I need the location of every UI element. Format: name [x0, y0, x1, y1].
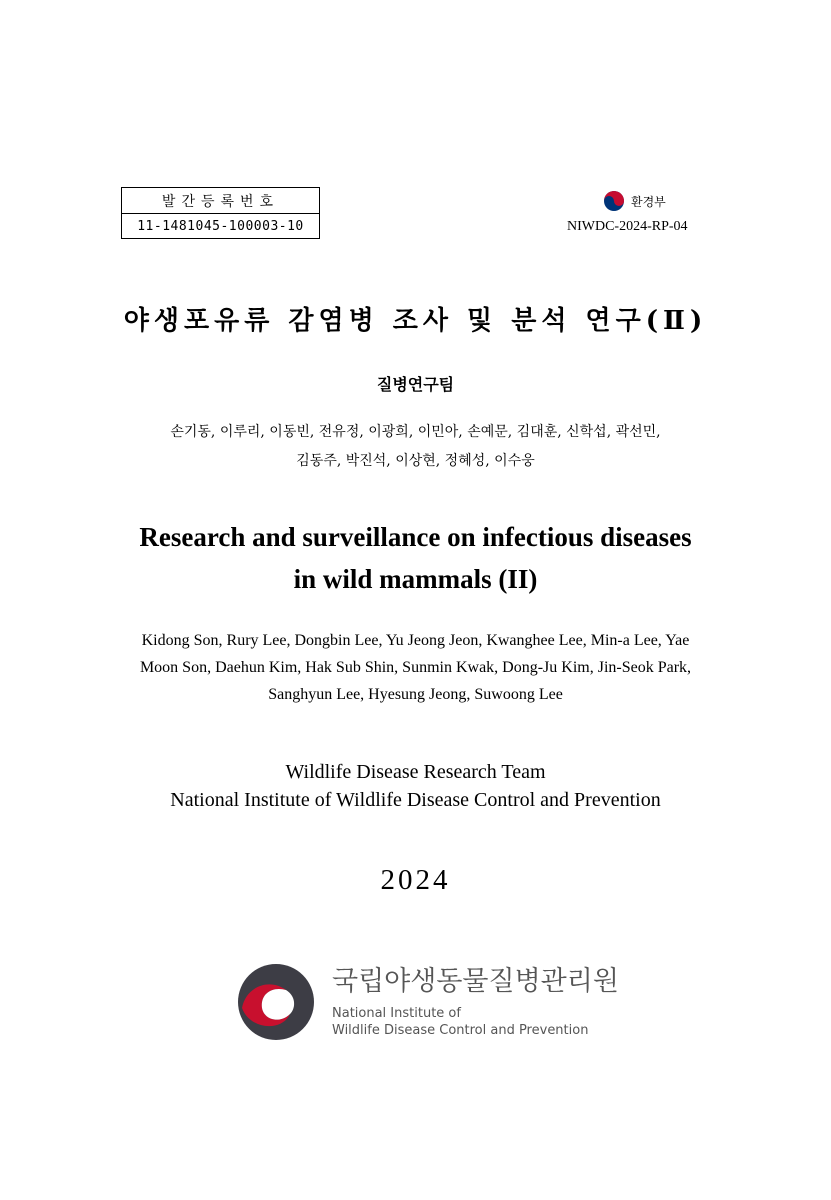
title-english [0, 516, 831, 600]
registration-box [121, 187, 320, 239]
publication-year: 2024 [380, 864, 451, 896]
ministry-name: 환경부 [631, 194, 666, 209]
report-number: NIWDC-2024-RP-04 [567, 219, 688, 234]
title-english-line: in wild mammals (II) [293, 564, 538, 594]
authors-english-line: Sanghyun Lee, Hyesung Jeong, Suwoong Lee [268, 686, 563, 703]
authors-korean-line: 김동주, 박진석, 이상현, 정혜성, 이수웅 [296, 453, 535, 469]
title-korean: 야생포유류 감염병 조사 및 분석 연구(Ⅱ) [123, 306, 708, 336]
institute-logo [236, 962, 619, 1042]
taegeuk-emblem-icon [603, 190, 625, 212]
ministry-mark [603, 190, 666, 212]
institution-english [0, 758, 831, 814]
authors-english [110, 627, 721, 708]
title-english-line: Research and surveillance on infectious diseases [139, 522, 692, 552]
team-english: Wildlife Disease Research Team [285, 761, 546, 783]
institute-name-english-line2: Wildlife Disease Control and Prevention [332, 1023, 589, 1038]
authors-english-line: Moon Son, Daehun Kim, Hak Sub Shin, Sunmin Kwak, Dong-Ju Kim, Jin-Seok Park, [139, 659, 692, 676]
authors-english-line: Kidong Son, Rury Lee, Dongbin Lee, Yu Jeong Jeon, Kwanghee Lee, Min-a Lee, Yae [141, 632, 690, 649]
institute-name-korean: 국립야생동물질병관리원 [332, 966, 619, 997]
institute-name-english-line1: National Institute of [332, 1006, 461, 1021]
team-korean: 질병연구팀 [376, 375, 455, 394]
authors-korean [80, 418, 751, 476]
registration-number: 11-1481045-100003-10 [137, 218, 304, 234]
authors-korean-line: 손기동, 이루리, 이동빈, 전유정, 이광희, 이민아, 손예문, 김대훈, 신학섭, 곽선민, [170, 424, 661, 440]
institute-emblem-icon [236, 962, 316, 1042]
institution-name-english: National Institute of Wildlife Disease Control and Prevention [170, 789, 661, 811]
registration-label: 발간등록번호 [122, 188, 319, 214]
